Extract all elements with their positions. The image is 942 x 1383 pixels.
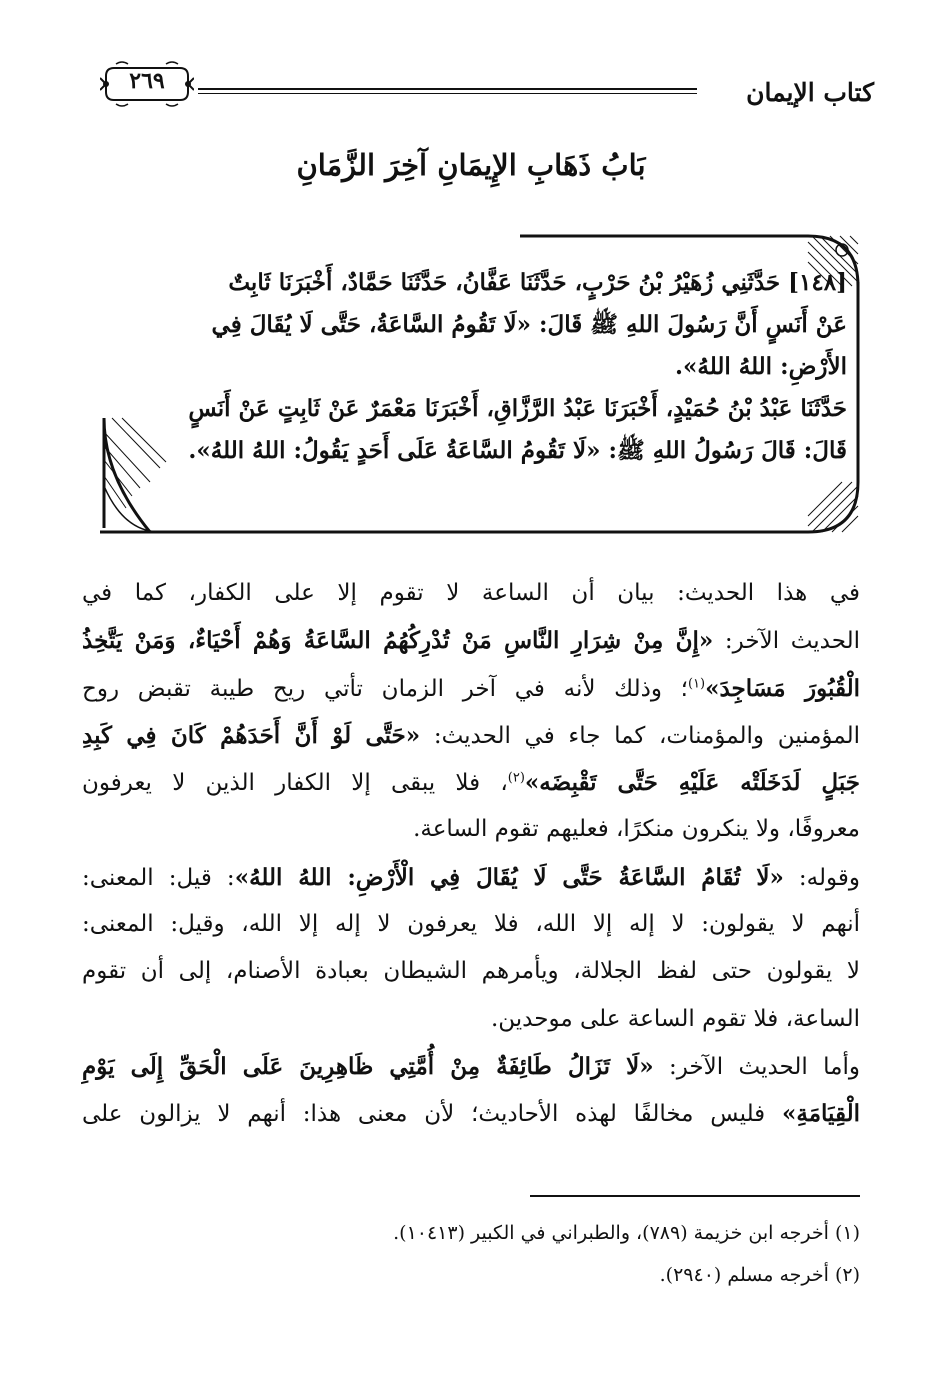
footnote: (٢) أخرجه مسلم (٢٩٤٠). <box>659 1264 860 1286</box>
hadith-line: الأَرْضِ: اللهُ اللهُ». <box>675 353 847 380</box>
commentary-span: فليس مخالفًا لهذه الأحاديث؛ لأن معنى هذا: أنهم لا يزالون على <box>82 1101 782 1128</box>
hadith-line: [١٤٨] حَدَّثَنِي زُهَيْرُ بْنُ حَرْبٍ، حَدَّثَنَا عَفَّانُ، حَدَّثَنَا حَمَّادٌ، أَخْبَرَنَا ثَابِتٌ <box>228 269 847 296</box>
commentary-line <box>82 854 860 901</box>
commentary-line <box>82 901 860 948</box>
commentary-line <box>82 712 860 759</box>
commentary-line <box>82 806 860 853</box>
footnotes <box>200 1212 860 1296</box>
chapter-heading: بَابُ ذَهَابِ الإِيمَانِ آخِرَ الزَّمَانِ <box>296 148 646 182</box>
page-number-ornament <box>100 58 194 110</box>
commentary-line <box>82 1043 860 1090</box>
commentary-line <box>82 1090 860 1137</box>
commentary-span: ؛ وذلك لأنه في آخر الزمان تأتي ريح طيبة تقبض روح <box>82 675 688 702</box>
footnote-separator <box>530 1195 860 1197</box>
quoted-hadith: الْقِيَامَةِ» <box>781 1100 860 1128</box>
commentary-span: وقوله: <box>783 864 861 891</box>
footnote-marker: (٢) <box>507 770 525 786</box>
commentary-span: الحديث الآخر: <box>713 628 861 655</box>
commentary-span: : قيل: المعنى: <box>82 864 235 891</box>
quoted-hadith: «إِنَّ مِنْ شِرَارِ النَّاسِ مَنْ تُدْرِكُهُمُ السَّاعَةُ وَهُمْ أَحْيَاءٌ، وَمَنْ يَتَّخِذُ <box>82 627 714 655</box>
commentary-line <box>82 617 860 664</box>
quoted-hadith: الْقُبُورَ مَسَاجِدَ» <box>705 674 861 702</box>
commentary-span: الساعة، فلا تقوم الساعة على موحدين. <box>490 1005 860 1032</box>
header-rule <box>198 88 697 94</box>
commentary-line <box>82 570 860 617</box>
hadith-line: حَدَّثَنَا عَبْدُ بْنُ حُمَيْدٍ، أَخْبَرَنَا عَبْدُ الرَّزَّاقِ، أَخْبَرَنَا مَعْمَرٌ عَنْ ثَابِتٍ عَنْ أَنَسٍ <box>188 395 847 422</box>
quoted-hadith: «لَا تُقَامُ السَّاعَةُ حَتَّى لَا يُقَالَ فِي الْأَرْضِ: اللهُ اللهُ» <box>234 863 784 891</box>
commentary-span: معروفًا، ولا ينكرون منكرًا، فعليهم تقوم الساعة. <box>413 816 860 843</box>
commentary-line <box>82 759 860 806</box>
page-number: ٢٦٩ <box>129 68 165 94</box>
commentary-line <box>82 665 860 712</box>
quoted-hadith: «حَتَّى لَوْ أَنَّ أَحَدَهُمْ كَانَ فِي كَبِدِ <box>82 721 421 749</box>
running-header-title: كتاب الإيمان <box>746 78 874 107</box>
footnote-marker: (١) <box>687 675 706 691</box>
commentary-line <box>82 996 860 1043</box>
commentary-span: في هذا الحديث: بيان أن الساعة لا تقوم إلا على الكفار، كما في <box>82 580 860 606</box>
commentary-text <box>82 570 860 1138</box>
commentary-span: المؤمنين والمؤمنات، كما جاء في الحديث: <box>420 722 860 749</box>
commentary-span: ، فلا يبقى إلا الكفار الذين لا يعرفون <box>82 770 508 797</box>
commentary-line <box>82 948 860 995</box>
footnote: (١) أخرجه ابن خزيمة (٧٨٩)، والطبراني في الكبير (١٠٤١٣). <box>393 1222 860 1244</box>
hadith-line: عَنْ أَنَسٍ أَنَّ رَسُولَ اللهِ ﷺ قَالَ: «لَا تَقُومُ السَّاعَةُ، حَتَّى لَا يُقَالَ فِي <box>211 311 847 338</box>
hadith-text <box>110 262 847 472</box>
quoted-hadith: جَبَلٍ لَدَخَلَتْه عَلَيْهِ حَتَّى تَقْبِضَه» <box>524 769 860 797</box>
commentary-span: لا يقولون حتى لفظ الجلالة، ويأمرهم الشيطان بعبادة الأصنام، إلى أن تقوم <box>82 958 860 985</box>
hadith-line: قَالَ: قَالَ رَسُولُ اللهِ ﷺ: «لَا تَقُومُ السَّاعَةُ عَلَى أَحَدٍ يَقُولُ: اللهُ اللهُ». <box>188 437 847 464</box>
commentary-span: وأما الحديث الآخر: <box>653 1053 860 1080</box>
commentary-span: أنهم لا يقولون: لا إله إلا الله، فلا يعرفون لا إله إلا الله، وقيل: المعنى: <box>82 911 860 938</box>
quoted-hadith: «لَا تَزَالُ طَائِفَةٌ مِنْ أُمَّتِي ظَاهِرِينَ عَلَى الْحَقِّ إِلَى يَوْمِ <box>82 1052 654 1080</box>
